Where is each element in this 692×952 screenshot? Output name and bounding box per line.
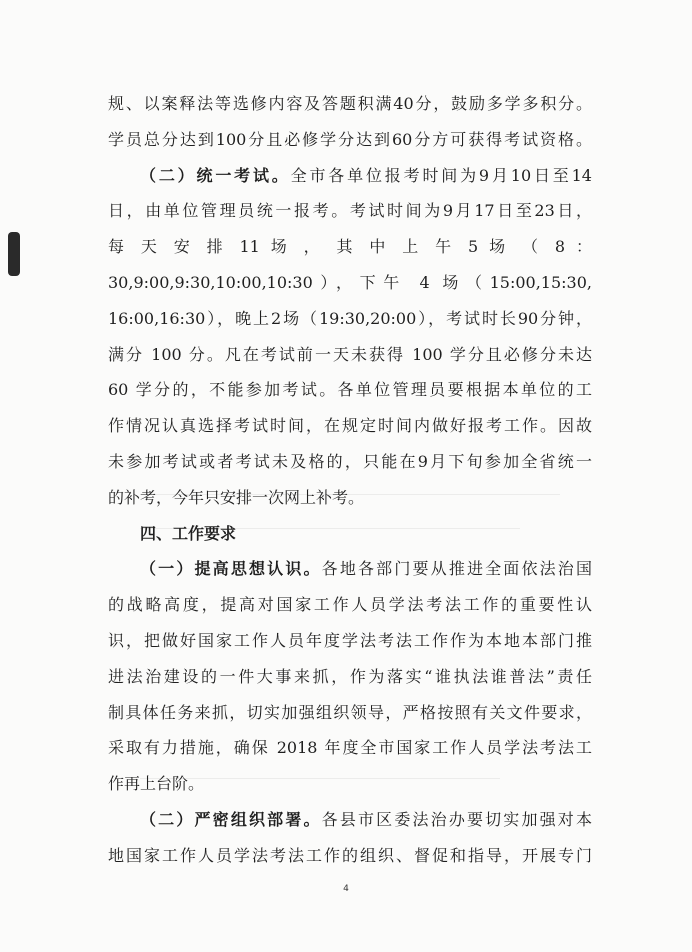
text-line: 日，由单位管理员统一报考。考试时间为9月17日至23日， [108, 201, 592, 221]
text-line: 的补考，今年只安排一次网上补考。 [108, 487, 365, 507]
subsection-title: （二）统一考试。 [140, 165, 291, 185]
subsection-title: （二）严密组织部署。 [140, 809, 322, 829]
paragraph-start-line: （二）严密组织部署。各县市区委法治办要切实加强对本 [140, 809, 592, 829]
text-line: 采取有力措施，确保 2018 年度全市国家工作人员学法考法工 [108, 738, 592, 758]
text-line: 识，把做好国家工作人员年度学法考法工作作为本地本部门推 [108, 630, 592, 650]
text-line: 作情况认真选择考试时间，在规定时间内做好报考工作。因故 [108, 416, 592, 436]
subsection-title: （一）提高思想认识。 [140, 559, 322, 579]
text-line: 30,9:00,9:30,10:00,10:30），下午 4 场（15:00,15:30, [108, 272, 592, 292]
text-line: 地国家工作人员学法考法工作的组织、督促和指导，开展专门 [108, 845, 592, 865]
page-number: 4 [343, 884, 349, 894]
text-line: 制具体任务来抓，切实加强组织领导，严格按照有关文件要求， [108, 702, 592, 722]
document-body [108, 86, 592, 874]
text-line: 的战略高度，提高对国家工作人员学法考法工作的重要性认 [108, 595, 592, 615]
text-line: 学员总分达到100分且必修学分达到60分方可获得考试资格。 [108, 129, 592, 149]
paragraph-start-line: （一）提高思想认识。各地各部门要从推进全面依法治国 [140, 559, 592, 579]
text-line: 60 学分的，不能参加考试。各单位管理员要根据本单位的工 [108, 380, 592, 400]
text-line: 未参加考试或者考试未及格的，只能在9月下旬参加全省统一 [108, 451, 592, 471]
scan-artifact-mark [8, 232, 20, 276]
text-line: 规、以案释法等选修内容及答题积满40分，鼓励多学多积分。 [108, 94, 592, 113]
text-line: 作再上台阶。 [108, 774, 205, 794]
section-heading: 四、工作要求 [140, 523, 237, 543]
paragraph-start-line: （二）统一考试。全市各单位报考时间为9月10日至14 [140, 165, 592, 185]
text-line: 每 天 安 排 11 场 ， 其 中 上 午 5 场 （ 8 ： [108, 237, 592, 257]
text-line: 16:00,16:30），晚上2场（19:30,20:00），考试时长90分钟， [108, 308, 592, 328]
text-line: 进法治建设的一件大事来抓，作为落实“谁执法谁普法”责任 [108, 666, 592, 686]
text-line: 满分 100 分。凡在考试前一天未获得 100 学分且必修分未达 [108, 344, 592, 364]
